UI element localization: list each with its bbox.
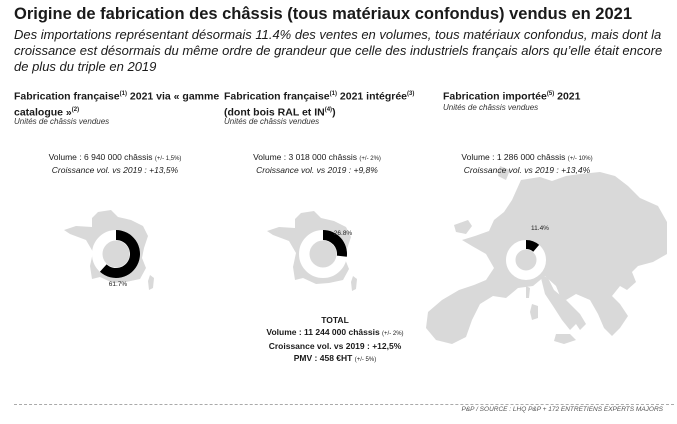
panel-1-heading: Fabrication française$^{(1)}$ 2021 via « gamme catalogue »$^{(2)}$ (14, 90, 220, 118)
panel-2-stats: Volume : 3 018 000 châssis (+/- 2%) Croissance vol. vs 2019 : +9,8% (253, 152, 381, 175)
chart-title: Origine de fabrication des châssis (tous matériaux confondus) vendus en 2021 (14, 5, 633, 23)
panel-1-units: Unités de châssis vendues (14, 117, 110, 126)
corsica-1 (148, 275, 154, 290)
panel-3-heading: Fabrication importée$^{(5)}$ 2021 (443, 90, 581, 103)
europe-map (426, 166, 667, 344)
source-note: P&P / SOURCE : LHQ P&P + 172 ENTRETIENS EXPERTS MAJORS (461, 406, 663, 413)
panel-2-units: Unités de châssis vendues (224, 117, 320, 126)
total-volume: Volume : 11 244 000 châssis (+/- 2%) (266, 327, 404, 337)
total-block (230, 314, 440, 366)
panel-3-units: Unités de châssis vendues (443, 103, 539, 112)
corsica-2 (351, 276, 357, 291)
panel-3-stats: Volume : 1 286 000 châssis (+/- 10%) Croissance vol. vs 2019 : +13,4% (461, 152, 593, 175)
donut-label-2: 26.8% (333, 230, 353, 237)
total-pmv: PMV : 458 €HT (+/- 5%) (293, 353, 377, 363)
panel-1-stats: Volume : 6 940 000 châssis (+/- 1,5%) Croissance vol. vs 2019 : +13,5% (48, 152, 182, 175)
chart-subtitle: Des importations représentant désormais 11.4% des ventes en volumes, tous matériaux confondus, mais dont la croissance est désormais du même ordre de grandeur que celle des industriels français alors qu’elle était encore de plus du triple en 2019 (14, 27, 663, 74)
footer-divider (14, 404, 674, 405)
donut-label-3: 11.4% (531, 225, 549, 232)
panel-2-heading: Fabrication française$^{(1)}$ 2021 intégrée$^{(3)}$ (dont bois RAL et IN$^{(4)}$) (224, 90, 415, 118)
total-label: TOTAL (321, 315, 349, 325)
total-growth: Croissance vol. vs 2019 : +12,5% (268, 341, 402, 351)
donut-label-1: 61.7% (108, 281, 128, 288)
